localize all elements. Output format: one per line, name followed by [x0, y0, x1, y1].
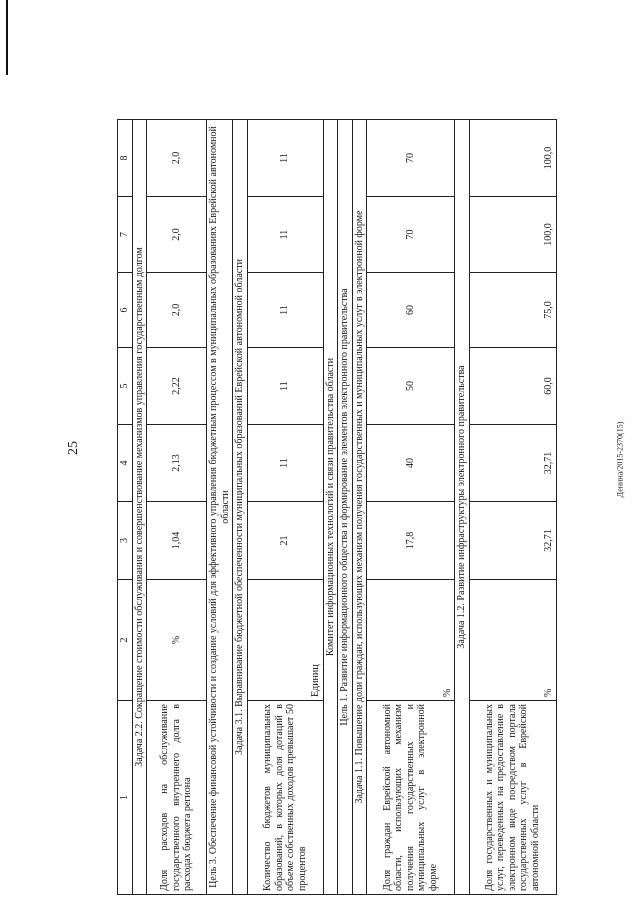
- indicator-value: 11: [247, 120, 323, 197]
- indicator-value: 70: [367, 197, 455, 273]
- section-row: [207, 120, 233, 895]
- indicator-value: 11: [247, 348, 323, 425]
- header-row: [118, 120, 133, 895]
- indicator-value: 60,0: [469, 348, 556, 425]
- indicator-value: 60: [367, 273, 455, 348]
- indicator-name: Доля государственных и муниципальных услуг, переведенных на предоставление в электронном виде посредством портала государственных услуг в Еврейской автономной области: [469, 701, 556, 895]
- section-row: [323, 120, 338, 895]
- header-cell: 1: [118, 701, 133, 895]
- table-row: [247, 120, 323, 895]
- section-row: [352, 120, 367, 895]
- goal-3-heading: Цель 3. Обеспечение финансовой устойчивости и создание условий для эффективного управления бюджетным процессом в муниципальных образованиях Еврейской автономной области: [207, 120, 233, 895]
- indicator-value: 75,0: [469, 273, 556, 348]
- indicator-name: Доля граждан Еврейской автономной области, использующих механизм получения государственных и муниципальных услуг в электронной форме: [367, 701, 455, 895]
- indicator-table-wrapper: [117, 120, 554, 895]
- indicator-value: 100,0: [469, 197, 556, 273]
- indicator-value: 2,0: [147, 197, 207, 273]
- indicator-value: 1,04: [147, 502, 207, 580]
- indicator-table: [117, 119, 557, 895]
- header-cell: 2: [118, 580, 133, 701]
- indicator-value: 21: [247, 502, 323, 580]
- indicator-value: 11: [247, 197, 323, 273]
- indicator-value: 11: [247, 273, 323, 348]
- indicator-value: 2,0: [147, 120, 207, 197]
- indicator-value: 100,0: [469, 120, 556, 197]
- header-cell: 5: [118, 348, 133, 425]
- indicator-value: 50: [367, 348, 455, 425]
- indicator-unit: %: [367, 580, 455, 701]
- indicator-value: 2,22: [147, 348, 207, 425]
- header-cell: 8: [118, 120, 133, 197]
- indicator-value: 2,13: [147, 425, 207, 502]
- header-cell: 7: [118, 197, 133, 273]
- task-2-2-heading: Задача 2.2. Сокращение стоимости обслуживания и совершенствование механизмов управления государственным долгом: [132, 120, 147, 895]
- task-1-2-heading: Задача 1.2. Развитие инфраструктуры электронного правительства: [455, 120, 470, 895]
- indicator-value: 32,71: [469, 502, 556, 580]
- indicator-value: 32,71: [469, 425, 556, 502]
- indicator-value: 40: [367, 425, 455, 502]
- indicator-value: 2,0: [147, 273, 207, 348]
- table-row: [367, 120, 455, 895]
- task-3-1-heading: Задача 3.1. Выравнивание бюджетной обеспеченности муниципальных образований Еврейской автономной области: [233, 120, 248, 895]
- task-1-1-heading: Задача 1.1. Повышение доли граждан, использующих механизм получения государственных и муниципальных услуг в электронной форме: [352, 120, 367, 895]
- document-code: Денина/2015-2370(15): [615, 421, 625, 498]
- section-row: [455, 120, 470, 895]
- indicator-value: 17,8: [367, 502, 455, 580]
- indicator-unit: %: [147, 580, 207, 701]
- indicator-unit: %: [469, 580, 556, 701]
- margin-rule: [6, 0, 8, 75]
- goal-1-heading: Цель 1. Развитие информационного общества и формирование элементов электронного правительства: [338, 120, 353, 895]
- section-row: [233, 120, 248, 895]
- committee-heading: Комитет информационных технологий и связи правительства области: [323, 120, 338, 895]
- indicator-value: 70: [367, 120, 455, 197]
- header-cell: 3: [118, 502, 133, 580]
- section-row: [338, 120, 353, 895]
- header-cell: 6: [118, 273, 133, 348]
- indicator-value: 11: [247, 425, 323, 502]
- header-cell: 4: [118, 425, 133, 502]
- indicator-name: Количество бюджетов муниципальных образований, в которых доля дотаций в объеме собственных доходов превышает 50 процентов: [247, 701, 323, 895]
- indicator-name: Доля расходов на обслуживание государственного внутреннего долга в расходах бюджета региона: [147, 701, 207, 895]
- table-row: [147, 120, 207, 895]
- page-number: 25: [66, 441, 81, 455]
- table-row: [469, 120, 556, 895]
- section-row: [132, 120, 147, 895]
- indicator-unit: Единиц: [247, 580, 323, 701]
